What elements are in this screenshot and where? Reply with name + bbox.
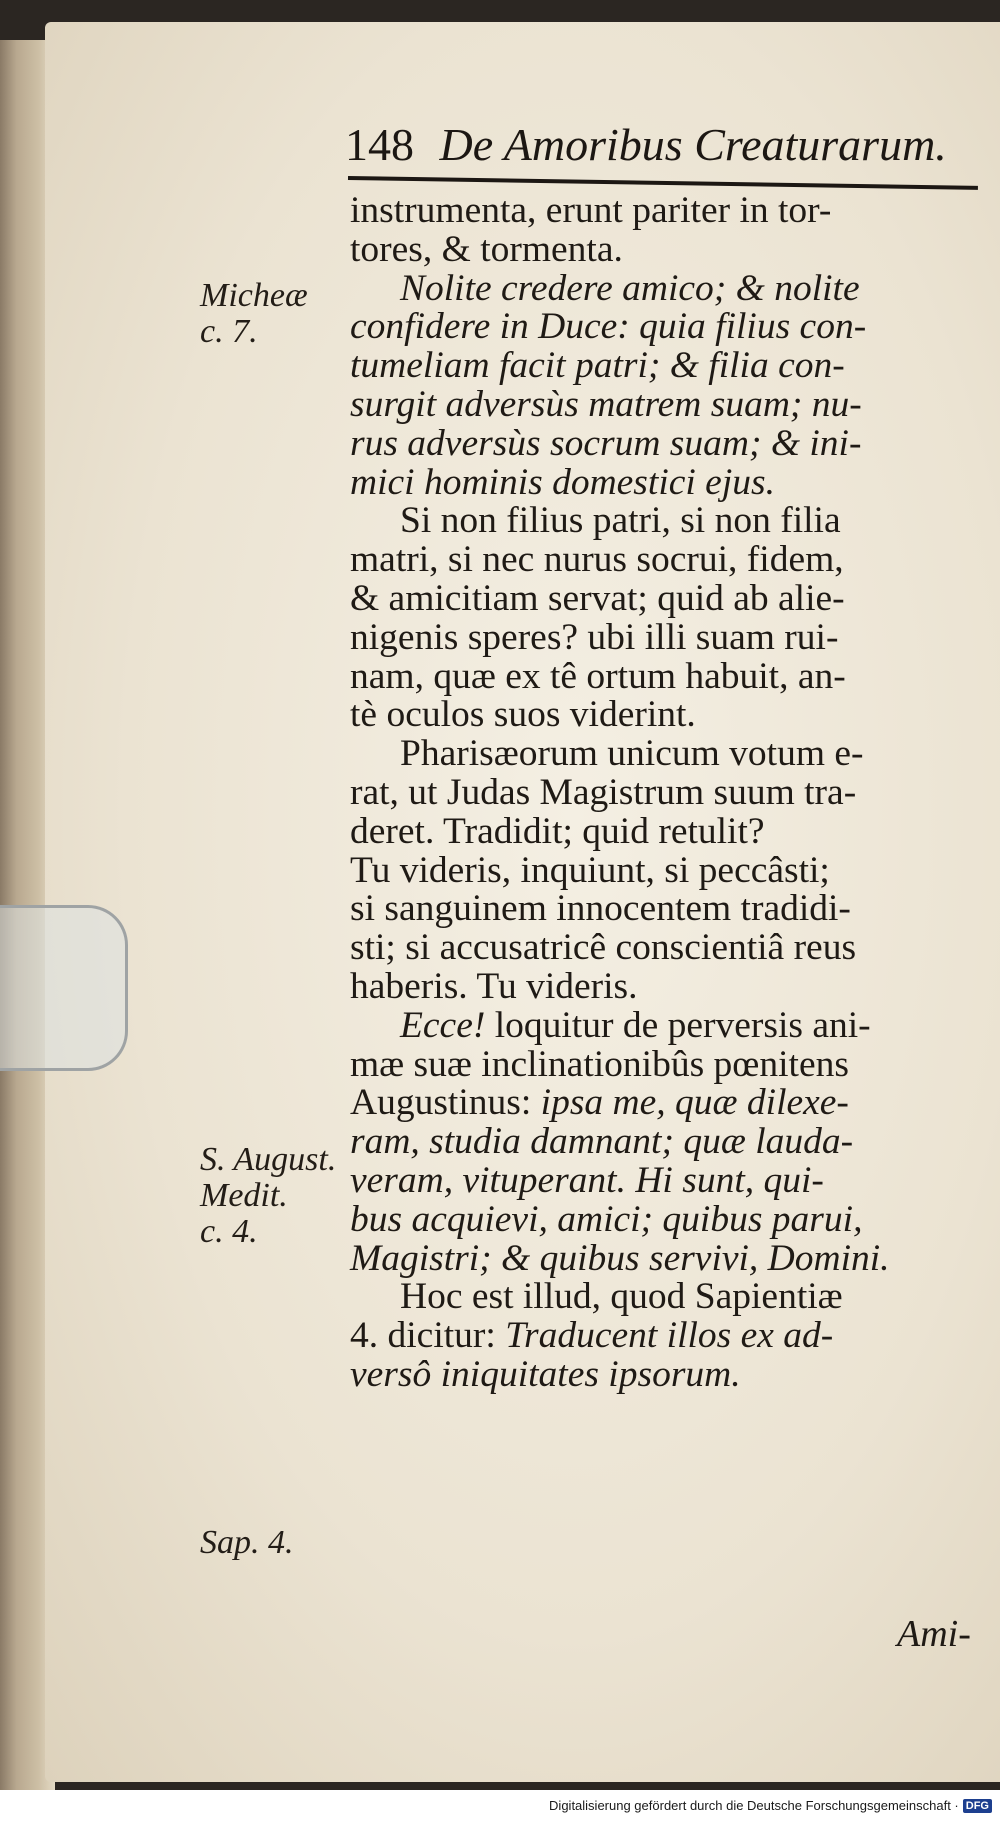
text-line: rat, ut Judas Magistrum suum tra- <box>350 771 857 813</box>
text-line: versô iniquitates ipsorum. <box>350 1353 741 1395</box>
margin-note-line: c. 7. <box>200 313 258 350</box>
body-text <box>350 192 990 1395</box>
text-line: Nolite credere amico; & nolite <box>400 267 860 309</box>
margin-note-micheae <box>200 278 350 350</box>
text-line: deret. Tradidit; quid retulit? <box>350 810 765 852</box>
running-title: De Amoribus Creaturarum. <box>439 119 947 170</box>
text-line: si sanguinem innocentem tradidi- <box>350 888 851 930</box>
text-line <box>350 1004 990 1046</box>
text-line: nigenis speres? ubi illi suam rui- <box>350 616 839 658</box>
text-line: sti; si accusatricê conscientiâ reus <box>350 927 857 969</box>
text-line: tumeliam facit patri; & filia con- <box>350 345 845 387</box>
running-head <box>345 118 985 171</box>
text-line: matri, si nec nurus socrui, fidem, <box>350 539 844 581</box>
text-line: nam, quæ ex tê ortum habuit, an- <box>350 655 846 697</box>
text-line: instrumenta, erunt pariter in tor- <box>350 190 832 231</box>
margin-note-line: c. 4. <box>200 1213 258 1250</box>
text-span: ipsa me, quæ dilexe- <box>540 1082 849 1124</box>
text-span: loquitur de perversis ani- <box>485 1004 871 1046</box>
text-line: tores, & tormenta. <box>350 228 623 270</box>
margin-note-sapientia <box>200 1525 350 1561</box>
text-line <box>350 1317 990 1356</box>
page-holder-clip <box>0 905 128 1071</box>
text-span: Ecce! <box>400 1004 486 1046</box>
text-line: Magistri; & quibus servivi, Domini. <box>350 1237 890 1279</box>
text-line: tè oculos suos viderint. <box>350 694 696 736</box>
footer-credit: Digitalisierung gefördert durch die Deutsche Forschungsgemeinschaft · <box>549 1798 959 1813</box>
text-line: & amicitiam servat; quid ab alie- <box>350 577 845 619</box>
text-line: Si non filius patri, si non filia <box>400 500 841 542</box>
text-span: Augustinus: <box>350 1082 541 1124</box>
text-line: mici hominis domestici ejus. <box>350 461 775 503</box>
text-line <box>350 1084 990 1123</box>
text-span: Traducent illos ex ad- <box>505 1315 834 1357</box>
text-line: Pharisæorum unicum votum e- <box>400 733 864 775</box>
text-line: ram, studia damnant; quæ lauda- <box>350 1121 854 1163</box>
text-line: Tu videris, inquiunt, si peccâsti; <box>350 849 830 891</box>
margin-note-line: S. August. <box>200 1141 337 1178</box>
page-number: 148 <box>345 119 414 170</box>
margin-note-line: Sap. 4. <box>200 1524 294 1561</box>
text-line: Hoc est illud, quod Sapientiæ <box>400 1276 843 1318</box>
margin-note-augustinus <box>200 1142 350 1250</box>
text-line: mæ suæ inclinationibûs pœnitens <box>350 1043 849 1085</box>
dfg-logo: DFG <box>963 1799 992 1813</box>
text-line: haberis. Tu videris. <box>350 965 638 1007</box>
text-line: bus acquievi, amici; quibus parui, <box>350 1198 863 1240</box>
text-line: confidere in Duce: quia filius con- <box>350 306 867 348</box>
text-line: rus adversùs socrum suam; & ini- <box>350 422 862 464</box>
margin-note-line: Medit. <box>200 1177 288 1214</box>
text-line: veram, vituperant. Hi sunt, qui- <box>350 1159 824 1201</box>
digitization-footer <box>0 1790 1000 1821</box>
text-span: 4. dicitur: <box>350 1315 506 1357</box>
catchword: Ami- <box>897 1613 971 1655</box>
margin-note-line: Micheæ <box>200 277 308 314</box>
text-line: surgit adversùs matrem suam; nu- <box>350 383 862 425</box>
